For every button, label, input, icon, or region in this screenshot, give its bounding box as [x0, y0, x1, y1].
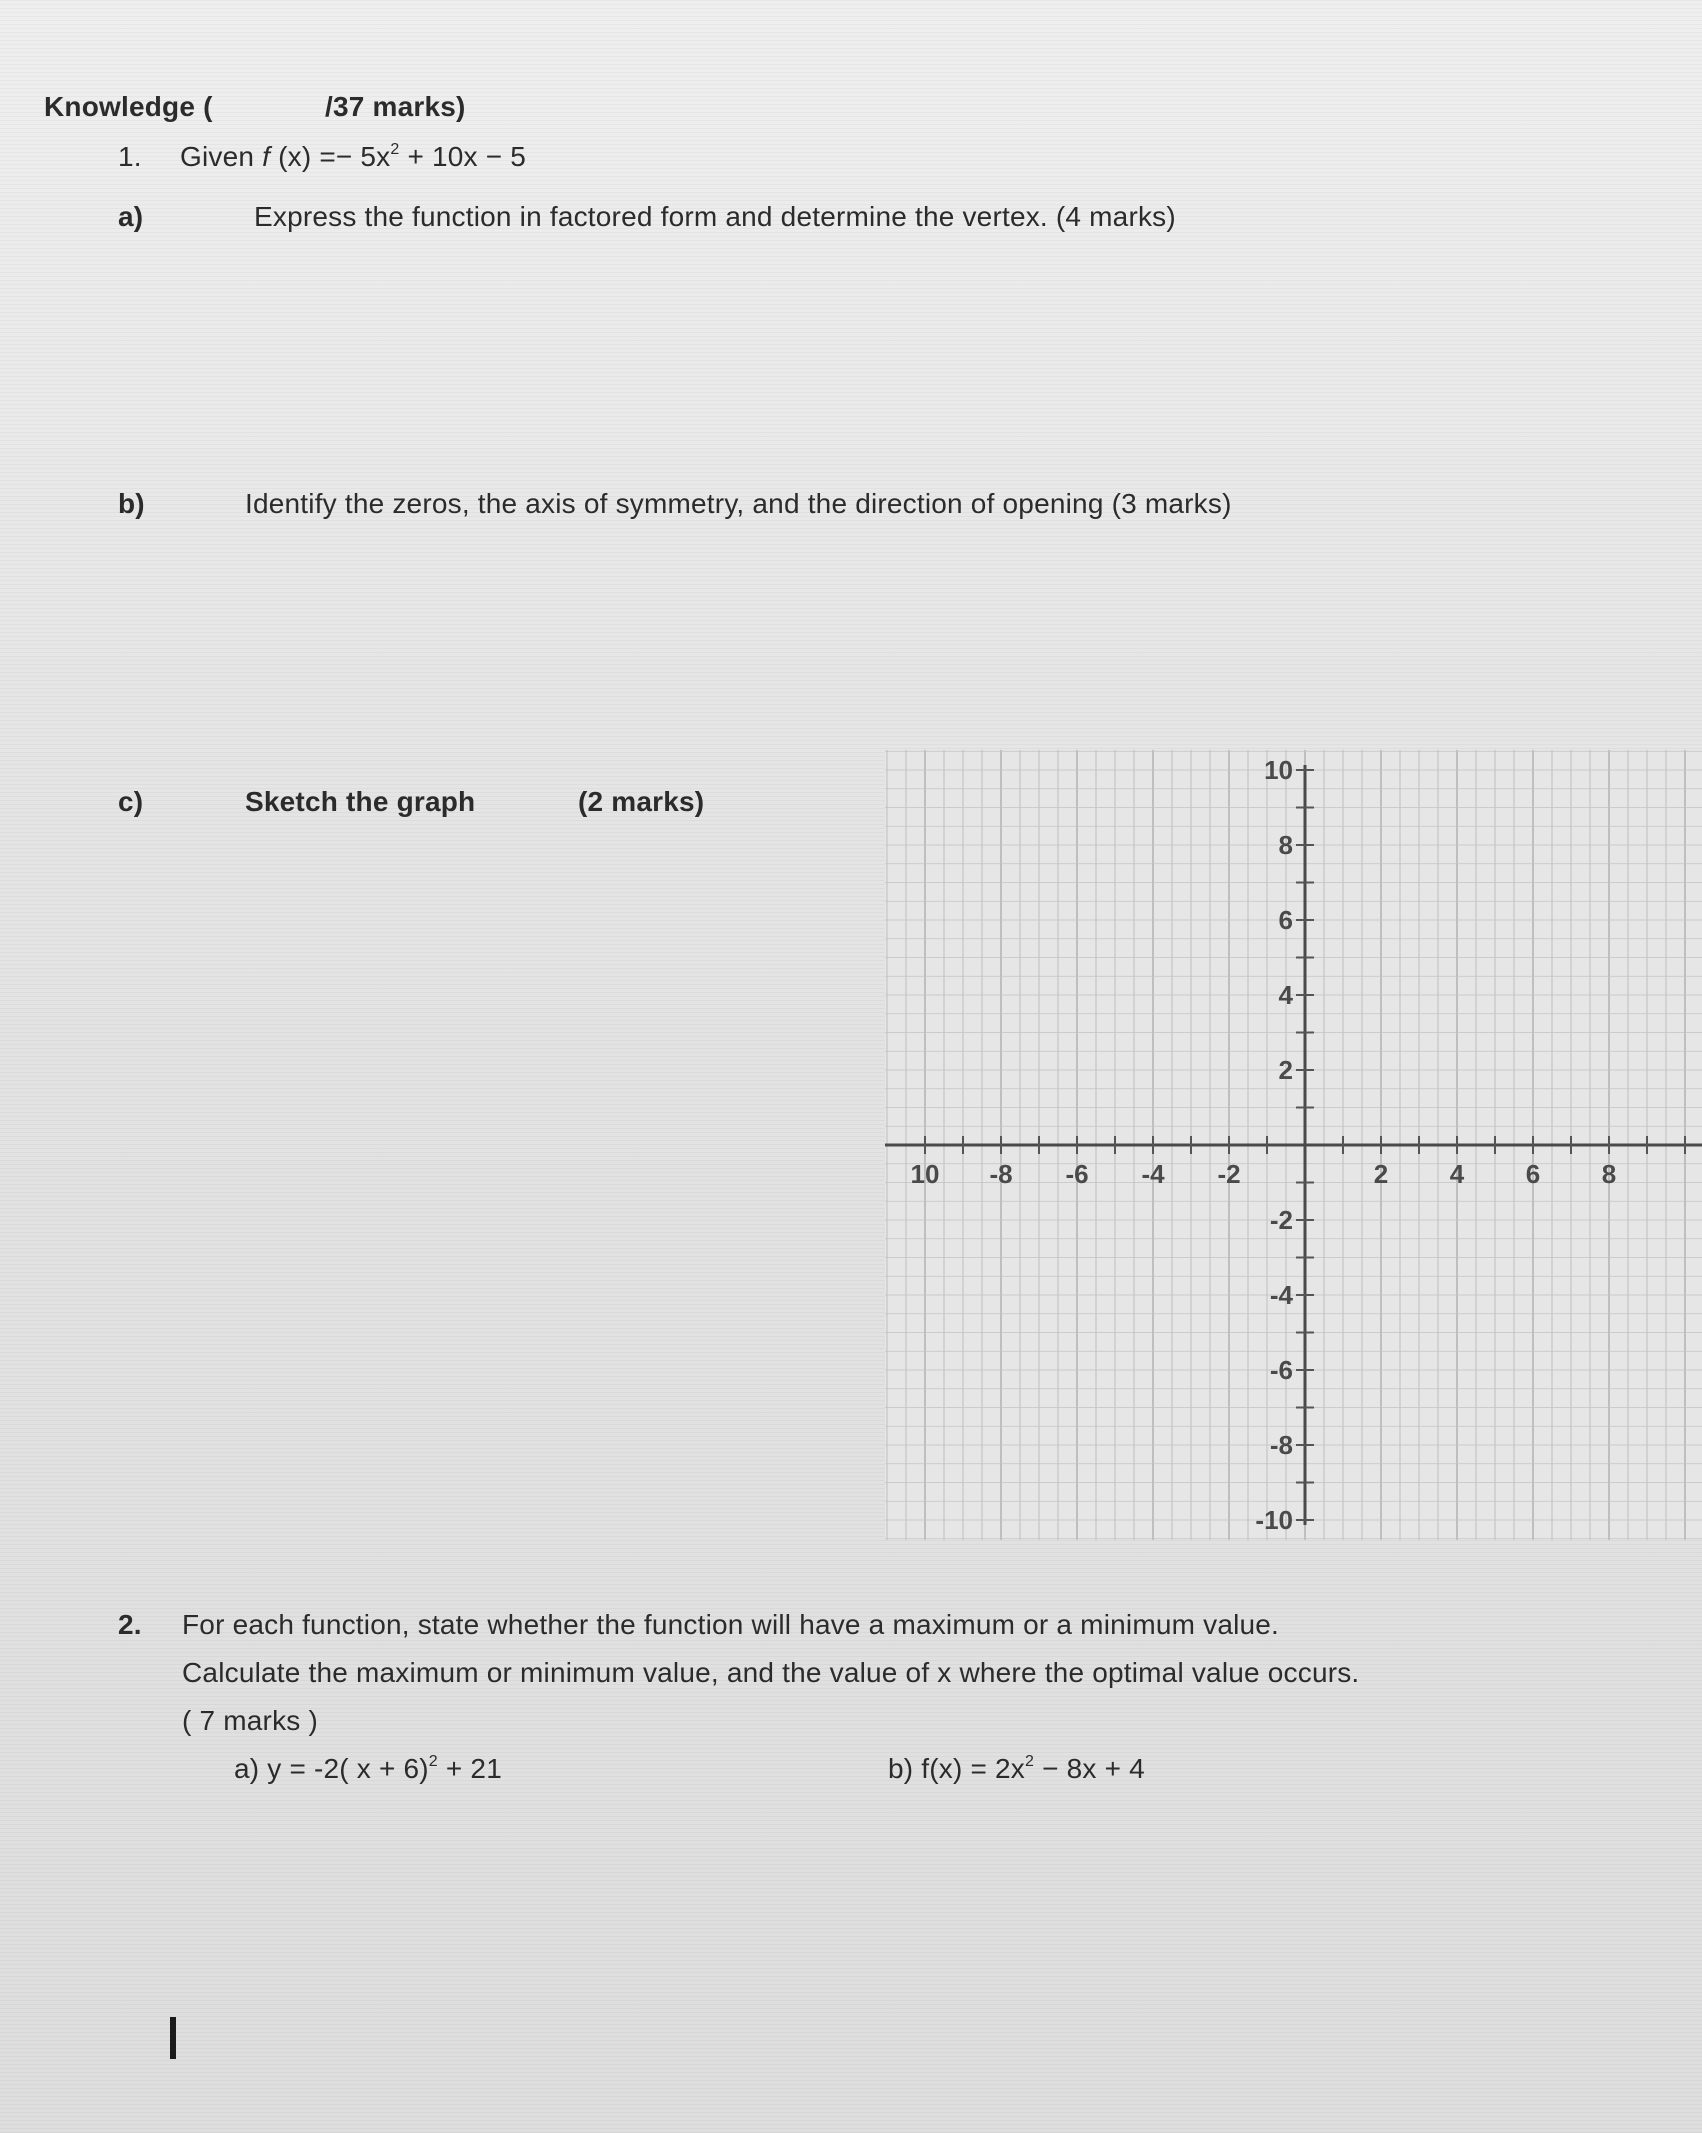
question-1b-text: Identify the zeros, the axis of symmetry, and the direction of opening (3 marks) [245, 488, 1232, 519]
question-2a-function [234, 1752, 502, 1791]
x-tick-label: -6 [1065, 1159, 1089, 1189]
q2b-exponent: 2 [1025, 1753, 1035, 1770]
q2a-prefix: a) y = -2( x + 6) [234, 1753, 429, 1784]
question-1-number: 1. [118, 141, 142, 172]
question-2-instruction-line-2: Calculate the maximum or minimum value, and the value of x where the optimal value occurs. [182, 1657, 1360, 1688]
section-title: Knowledge ( [44, 91, 213, 122]
q2a-rest: + 21 [437, 1753, 502, 1784]
question-2b-function [888, 1752, 1145, 1791]
y-tick-label: -8 [1269, 1430, 1293, 1460]
x-tick-label: -4 [1141, 1159, 1165, 1189]
y-tick-label: -10 [1255, 1505, 1293, 1535]
y-tick-label: 6 [1278, 905, 1293, 935]
question-1c-marks: (2 marks) [578, 786, 705, 817]
given-rest: + 10x − 5 [399, 141, 527, 172]
q2b-rest: − 8x + 4 [1034, 1753, 1145, 1784]
question-1c-label: c) [118, 786, 144, 817]
y-tick-label: -6 [1269, 1355, 1293, 1385]
question-2-instruction-line-1: For each function, state whether the function will have a maximum or a minimum value. [182, 1609, 1280, 1640]
x-tick-label: -8 [989, 1159, 1013, 1189]
question-2-marks: ( 7 marks ) [182, 1705, 318, 1736]
coordinate-grid[interactable] [885, 750, 1702, 1540]
y-tick-label: -4 [1269, 1280, 1293, 1310]
q2b-prefix: b) f(x) = 2x [888, 1753, 1025, 1784]
y-tick-label: 2 [1278, 1055, 1293, 1085]
question-1c-text: Sketch the graph [245, 786, 476, 817]
question-1a-label: a) [118, 201, 144, 232]
text-cursor-mark [170, 2017, 176, 2059]
section-marks: /37 marks) [325, 91, 466, 122]
given-fx: f [262, 141, 271, 172]
x-tick-label: 10 [910, 1159, 940, 1189]
q2a-exponent: 2 [428, 1753, 438, 1770]
x-tick-label: 8 [1601, 1159, 1617, 1189]
y-tick-label: -2 [1269, 1205, 1293, 1235]
x-tick-label: 4 [1449, 1159, 1465, 1189]
given-prefix: Given [180, 141, 263, 172]
x-tick-label: -2 [1217, 1159, 1241, 1189]
x-tick-label: 6 [1525, 1159, 1541, 1189]
question-1-given-function [180, 140, 526, 179]
y-tick-label: 10 [1264, 755, 1293, 785]
x-tick-label: 2 [1373, 1159, 1389, 1189]
given-exponent: 2 [390, 141, 400, 158]
y-tick-label: 8 [1278, 830, 1293, 860]
question-2-number: 2. [118, 1609, 142, 1640]
question-1a-text: Express the function in factored form and determine the vertex. (4 marks) [254, 201, 1176, 232]
question-1b-label: b) [118, 488, 145, 519]
given-expr: (x) =− 5x [270, 141, 391, 172]
y-tick-label: 4 [1278, 980, 1293, 1010]
